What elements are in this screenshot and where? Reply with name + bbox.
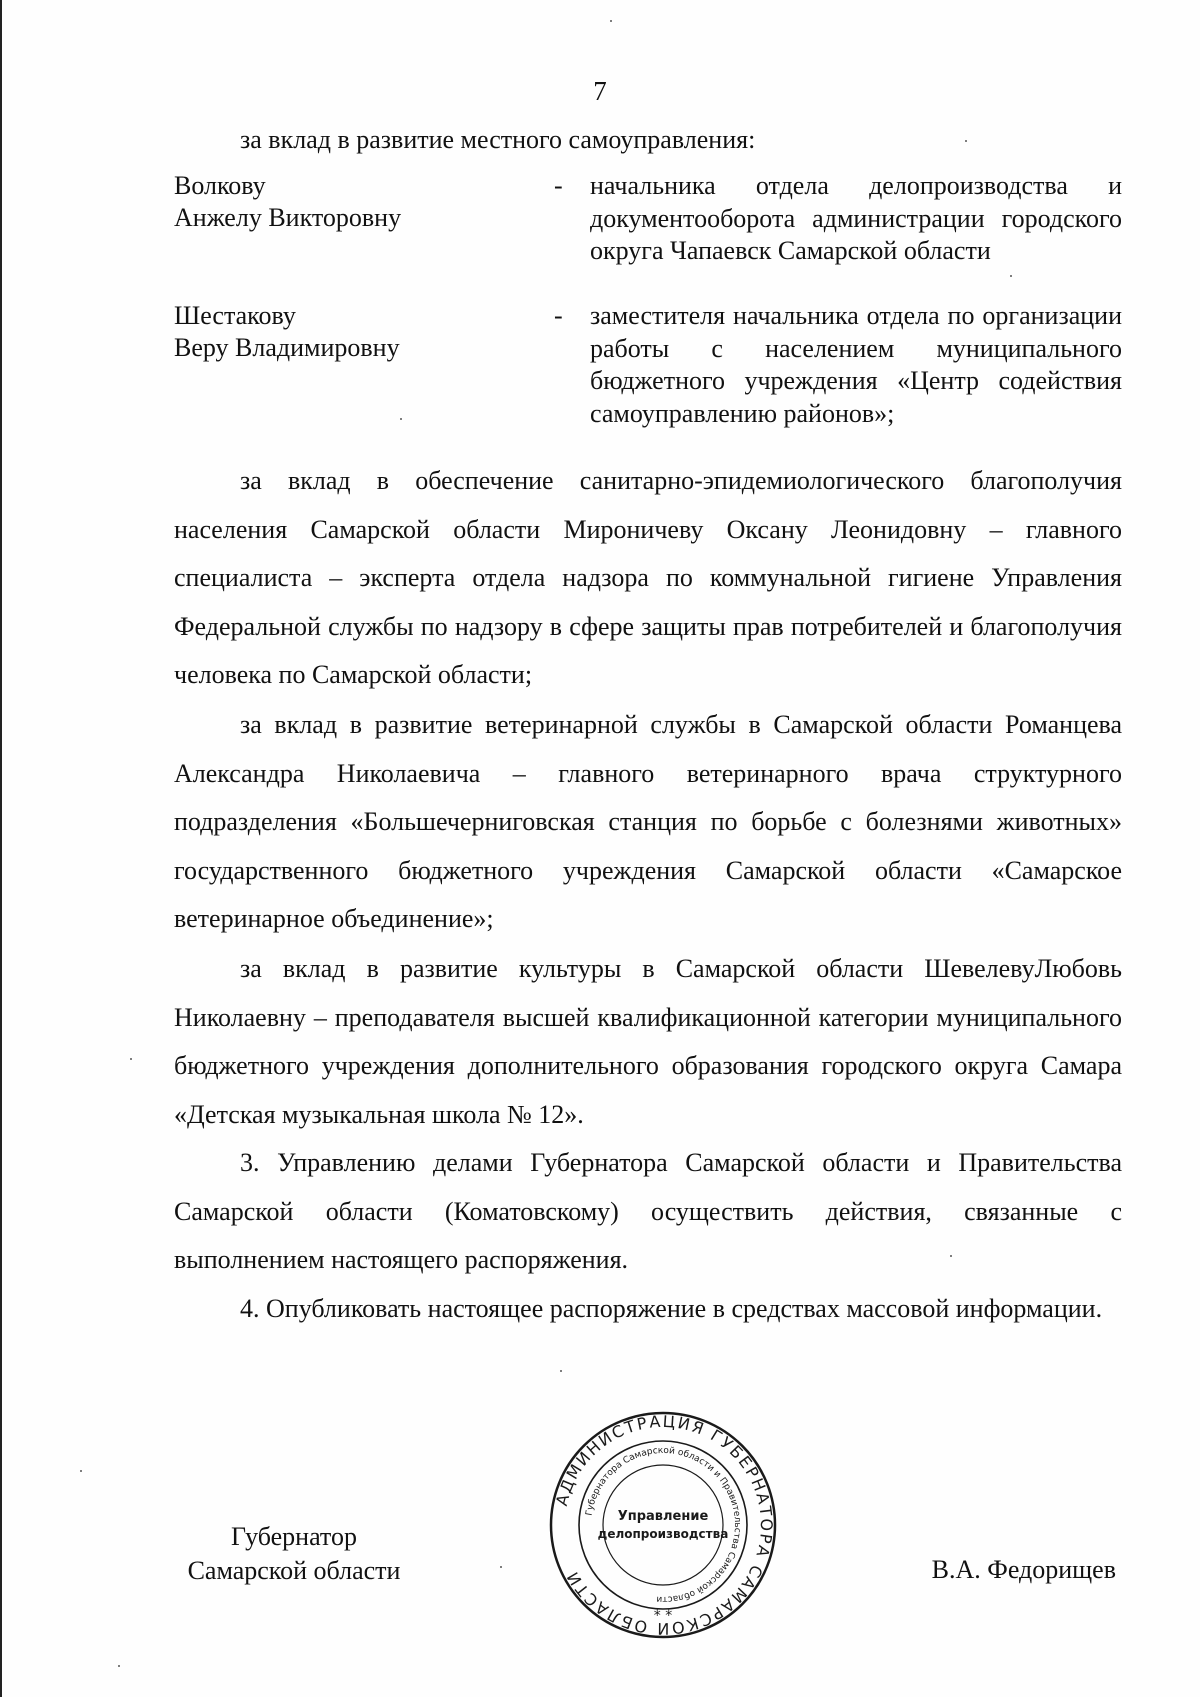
scan-speck [130, 1058, 132, 1060]
paragraph-sanitary: за вклад в обеспечение санитарно-эпидемиологического благополучия населения Самарской области Мироничеву Оксану Леонидовну – главного специалиста – эксперта отдела надзора по коммунальной гигиене Управления Федеральной службы по надзору в сфере защиты прав потребителей и благополучия человека по Самарской области; [174, 466, 1122, 689]
award-1-dash: - [554, 171, 563, 200]
paragraph-item-3: 3. Управлению делами Губернатора Самарской области и Правительства Самарской области (Коматовскому) осуществить действия, связанные с выполнением настоящего распоряжения. [174, 1148, 1122, 1274]
award-2-name-line1: Шестакову [174, 301, 296, 330]
award-1-name-line1: Волкову [174, 171, 266, 200]
seal-middle-circle [579, 1441, 747, 1609]
scan-speck [118, 1665, 120, 1667]
seal-outer-text: АДМИНИСТРАЦИЯ ГУБЕРНАТОРА САМАРСКОЙ ОБЛАСТИ [551, 1411, 777, 1639]
paragraph-culture: за вклад в развитие культуры в Самарской области ШевелевуЛюбовь Николаевну – преподавателя высшей квалификационной категории муниципального бюджетного учреждения дополнительного образования городского округа Самара «Детская музыкальная школа № 12». [174, 954, 1122, 1129]
scan-speck [965, 140, 967, 142]
paragraph-veterinary: за вклад в развитие ветеринарной службы в Самарской области Романцева Александра Николаевича – главного ветеринарного врача структурного подразделения «Большечерниговская станция по борьбе с болезнями животных» государственного бюджетного учреждения Самарской области «Самарское ветеринарное объединение»; [174, 710, 1122, 933]
page-number: 7 [593, 76, 607, 106]
seal-center-line2: делопроизводства [597, 1527, 729, 1541]
award-2-name [174, 300, 534, 364]
signature-name: В.А. Федорищев [931, 1555, 1116, 1584]
scan-speck [610, 20, 612, 22]
award-1-name [174, 170, 534, 234]
award-2-dash: - [554, 301, 563, 330]
award-2-position: заместителя начальника отдела по организации работы с населением муниципального бюджетного учреждения «Центр содействия самоуправлению районов»; [590, 301, 1122, 428]
signature-title-line2: Самарской области [187, 1556, 401, 1585]
seal-inner-circle [603, 1465, 723, 1585]
scan-edge-line [0, 0, 2, 1697]
paragraph-item-4: 4. Опубликовать настоящее распоряжение в средствах массовой информации. [240, 1294, 1103, 1323]
award-2-name-line2: Веру Владимировну [174, 333, 400, 362]
scan-speck [560, 1370, 562, 1372]
award-1-position: начальника отдела делопроизводства и документооборота администрации городского округа Чапаевск Самарской области [590, 171, 1122, 265]
section-heading: за вклад в развитие местного самоуправления: [240, 125, 756, 154]
award-1-name-line2: Анжелу Викторовну [174, 203, 402, 232]
official-seal-stamp [548, 1410, 778, 1640]
seal-inner-text: Губернатора Самарской области и Правительства Самарской области [584, 1445, 743, 1605]
scan-speck [400, 418, 402, 420]
scan-speck [950, 1255, 952, 1257]
seal-star-icon: * * [653, 1608, 673, 1624]
signature-title [174, 1520, 414, 1588]
scan-speck [1010, 275, 1012, 277]
signature-title-line1: Губернатор [231, 1522, 357, 1551]
scan-speck [80, 1470, 82, 1472]
scan-speck [500, 1566, 502, 1568]
seal-center-line1: Управление [617, 1509, 709, 1524]
